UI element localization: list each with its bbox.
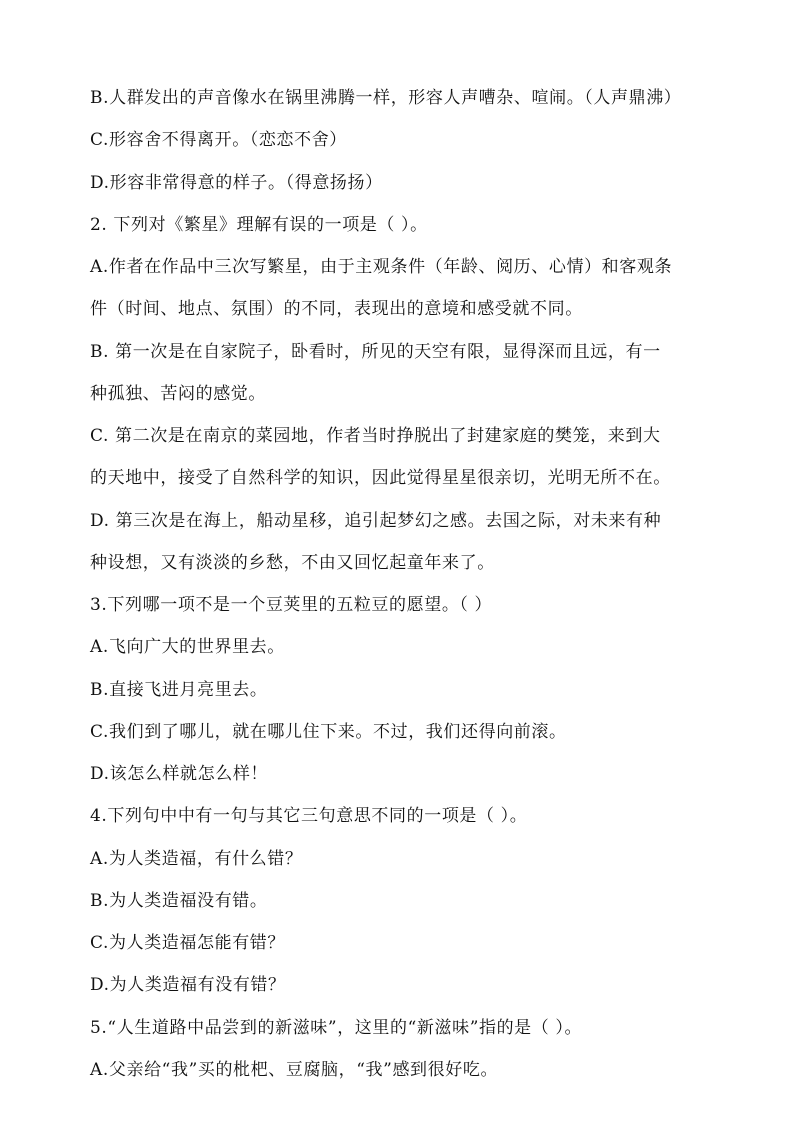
q4-option-c: C.为人类造福怎能有错？: [90, 933, 286, 953]
q3-option-c: C.我们到了哪儿，就在哪儿住下来。不过，我们还得向前滚。: [90, 722, 567, 742]
q2-option-d-line1: D. 第三次是在海上，船动星移，追引起梦幻之感。去国之际，对未来有种: [90, 511, 662, 531]
q2-option-c-line2: 的天地中，接受了自然科学的知识，因此觉得星星很亲切，光明无所不在。: [90, 468, 671, 488]
option-c-lianlianbushe: C.形容舍不得离开。（恋恋不舍）: [90, 130, 347, 150]
question-5-stem: 5.“人生道路中品尝到的新滋味”，这里的“新滋味”指的是（ ）。: [90, 1018, 583, 1038]
q2-option-b-line2: 种孤独、苦闷的感觉。: [90, 384, 266, 404]
q3-option-b: B.直接飞进月亮里去。: [90, 680, 268, 700]
option-d-deyiyangyang: D.形容非常得意的样子。（得意扬扬）: [90, 173, 383, 193]
q2-option-a-line2: 件（时间、地点、氛围）的不同，表现出的意境和感受就不同。: [90, 299, 583, 319]
q5-option-a: A.父亲给“我”买的枇杷、豆腐脑，“我”感到很好吃。: [90, 1060, 499, 1080]
question-2-stem: 2. 下列对《繁星》理解有误的一项是（ ）。: [90, 215, 428, 235]
q4-option-d: D.为人类造福有没有错？: [90, 975, 286, 995]
q2-option-b-line1: B. 第一次是在自家院子，卧看时，所见的天空有限，显得深而且远，有一: [90, 342, 661, 362]
q3-option-d: D.该怎么样就怎么样！: [90, 764, 269, 784]
option-b-renshengdingfei: B.人群发出的声音像水在锅里沸腾一样，形容人声嘈杂、喧闹。（人声鼎沸）: [90, 88, 682, 108]
q4-option-a: A.为人类造福，有什么错？: [90, 849, 303, 869]
q2-option-a-line1: A.作者在作品中三次写繁星，由于主观条件（年龄、阅历、心情）和客观条: [90, 257, 673, 277]
q4-option-b: B.为人类造福没有错。: [90, 891, 268, 911]
question-3-stem: 3.下列哪一项不是一个豆荚里的五粒豆的愿望。（ ）: [90, 595, 493, 615]
q2-option-c-line1: C. 第二次是在南京的菜园地，作者当时挣脱出了封建家庭的樊笼，来到大: [90, 426, 661, 446]
q3-option-a: A.飞向广大的世界里去。: [90, 637, 285, 657]
q2-option-d-line2: 种设想，又有淡淡的乡愁，不由又回忆起童年来了。: [90, 553, 495, 573]
question-4-stem: 4.下列句中中有一句与其它三句意思不同的一项是（ ）。: [90, 806, 528, 826]
